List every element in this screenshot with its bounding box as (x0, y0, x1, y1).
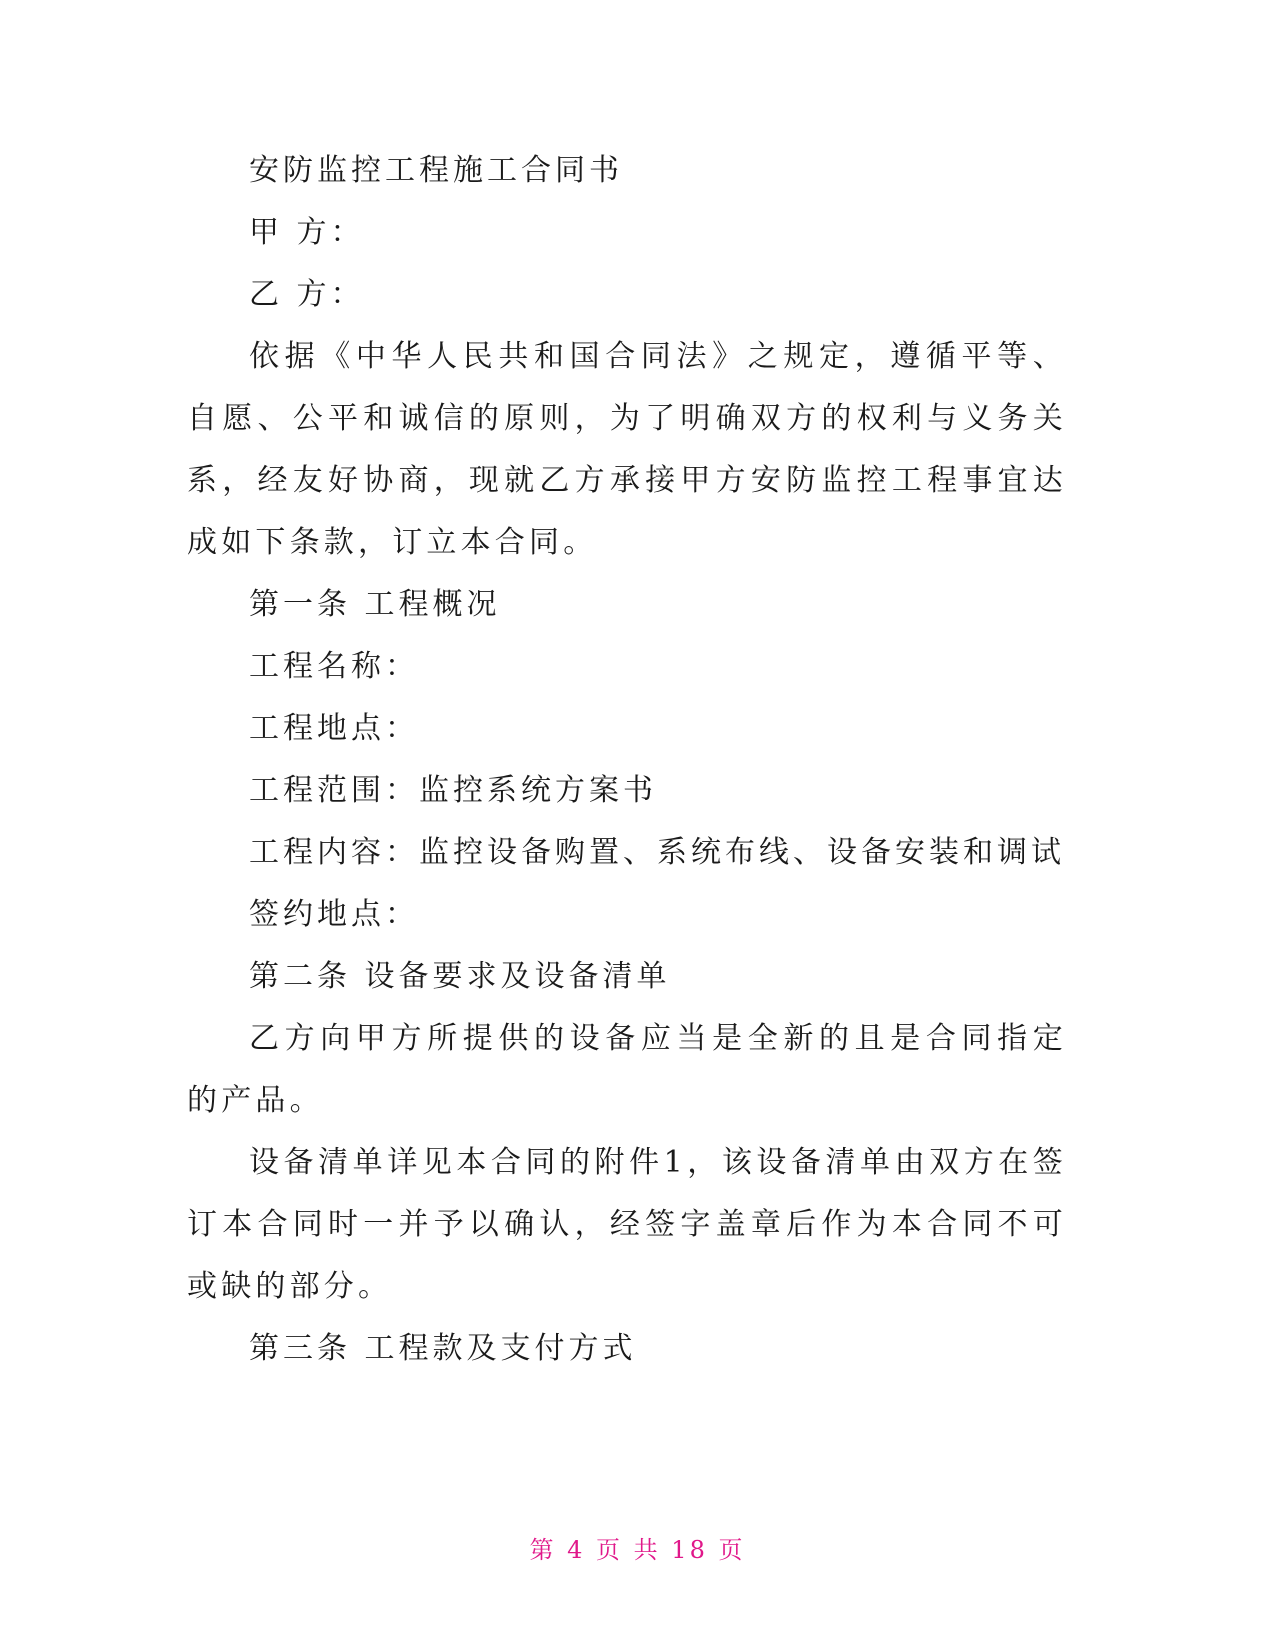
article-2-heading: 第二条 设备要求及设备清单 (249, 959, 671, 994)
article-1-heading: 第一条 工程概况 (249, 587, 501, 622)
contract-title: 安防监控工程施工合同书 (249, 153, 623, 188)
project-content-field: 工程内容：监控设备购置、系统布线、设备安装和调试 (249, 835, 1065, 870)
document-body (187, 140, 1067, 1380)
signing-location-field: 签约地点： (249, 897, 419, 932)
article-2-paragraph-1: 乙方向甲方所提供的设备应当是全新的且是合同指定的产品。 (187, 1021, 1067, 1118)
project-location-field: 工程地点： (249, 711, 419, 746)
party-a-label: 甲 方： (249, 215, 365, 250)
article-2-paragraph-2: 设备清单详见本合同的附件1，该设备清单由双方在签订本合同时一并予以确认，经签字盖章后作为本合同不可或缺的部分。 (187, 1145, 1067, 1304)
project-name-field: 工程名称： (249, 649, 419, 684)
project-scope-field: 工程范围：监控系统方案书 (249, 773, 657, 808)
article-3-heading: 第三条 工程款及支付方式 (249, 1331, 637, 1366)
preamble-paragraph: 依据《中华人民共和国合同法》之规定，遵循平等、自愿、公平和诚信的原则，为了明确双方的权利与义务关系，经友好协商，现就乙方承接甲方安防监控工程事宜达成如下条款，订立本合同。 (187, 339, 1067, 560)
party-b-label: 乙 方： (249, 277, 365, 312)
page-number-footer: 第 4 页 共 18 页 (529, 1536, 746, 1564)
